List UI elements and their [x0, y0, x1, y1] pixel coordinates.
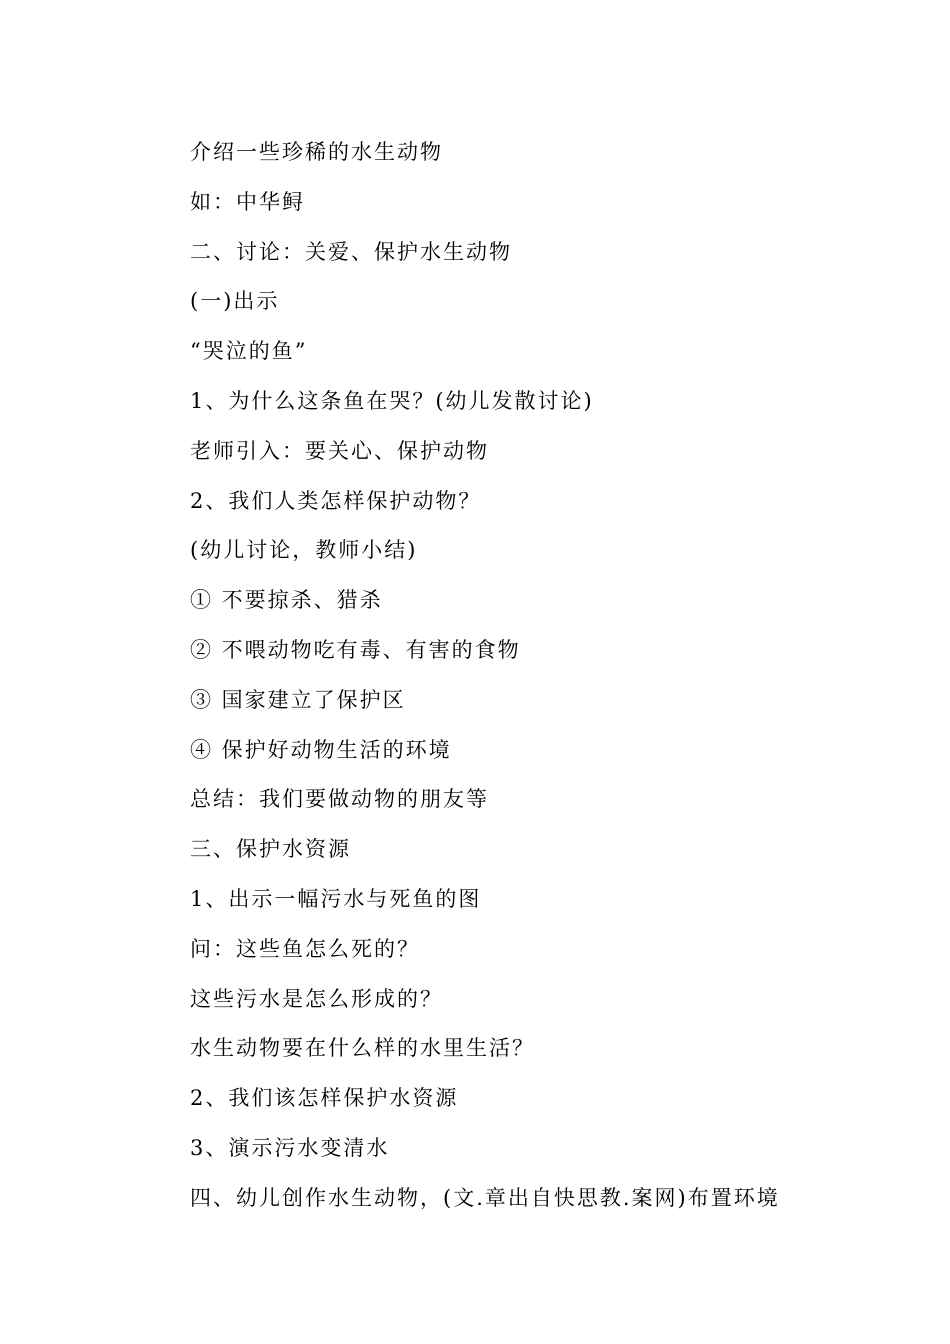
- text-line: 总结：我们要做动物的朋友等: [190, 787, 489, 812]
- text-line: 3、演示污水变清水: [190, 1135, 390, 1160]
- text-line: 问：这些鱼怎么死的？: [190, 936, 420, 961]
- list-item: ③ 国家建立了保护区: [190, 687, 406, 712]
- section-heading: 二、讨论：关爱、保护水生动物: [190, 239, 512, 264]
- section-heading: 四、幼儿创作水生动物，(文.章出自快思教.案网)布置环境: [190, 1185, 780, 1210]
- text-line: 这些污水是怎么形成的？: [190, 986, 443, 1011]
- list-item: ④ 保护好动物生活的环境: [190, 737, 452, 762]
- text-line: 1、出示一幅污水与死鱼的图: [190, 886, 482, 911]
- text-line: 如：中华鲟: [190, 189, 305, 214]
- list-item: ① 不要掠杀、猎杀: [190, 588, 383, 613]
- section-heading: 三、保护水资源: [190, 837, 351, 862]
- text-line: 2、我们该怎样保护水资源: [190, 1086, 459, 1111]
- text-line: (一)出示: [190, 289, 280, 314]
- text-line: 介绍一些珍稀的水生动物: [190, 140, 443, 164]
- text-line: 老师引入：要关心、保护动物: [190, 438, 489, 463]
- text-line: “哭泣的鱼”: [190, 339, 308, 364]
- text-line: 2、我们人类怎样保护动物？: [190, 488, 482, 513]
- text-line: (幼儿讨论，教师小结): [190, 538, 418, 563]
- document-body: [190, 128, 890, 1224]
- list-item: ② 不喂动物吃有毒、有害的食物: [190, 637, 521, 662]
- text-line: 1、为什么这条鱼在哭？(幼儿发散讨论): [190, 388, 594, 413]
- text-line: 水生动物要在什么样的水里生活？: [190, 1036, 535, 1061]
